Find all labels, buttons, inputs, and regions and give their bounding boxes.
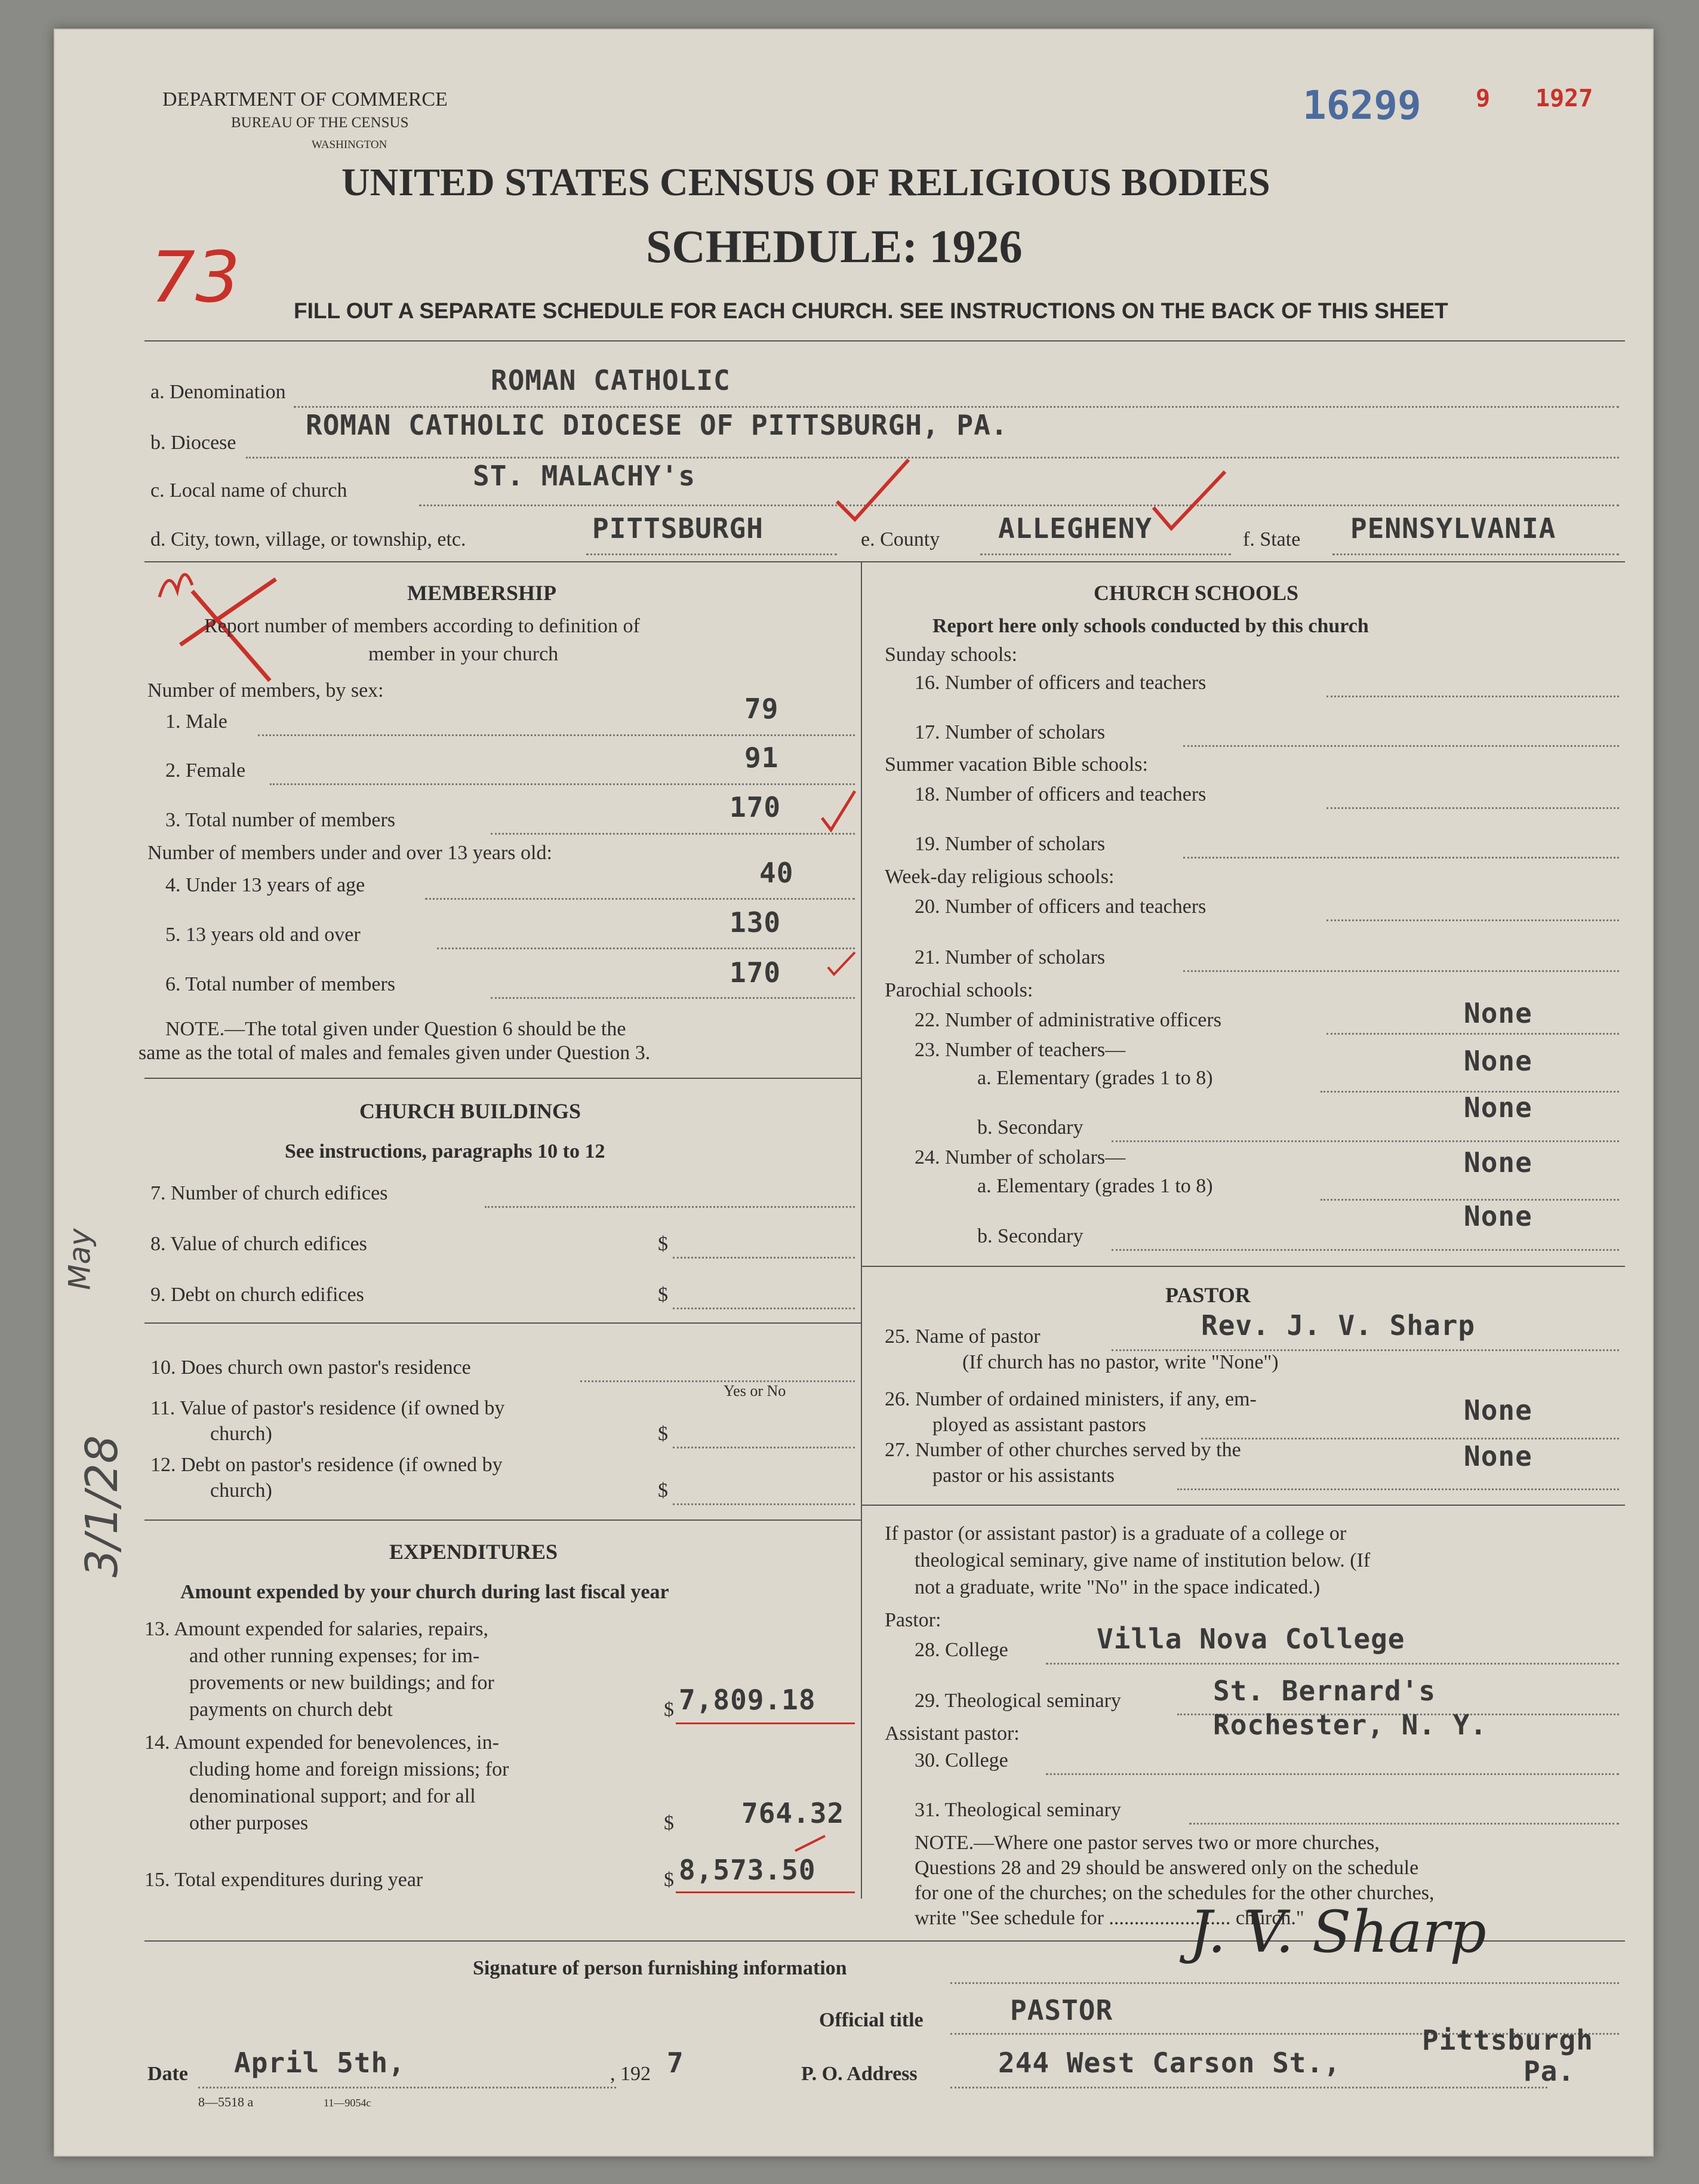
q15-dollar: $ [664,1869,674,1891]
margin-note-date: 3/1/28 [76,1435,128,1578]
margin-note-initials: May [62,1228,97,1290]
q25-label: 25. Name of pastor [885,1325,1041,1348]
q5-value: 130 [730,906,781,939]
pastor-note-1: NOTE.—Where one pastor serves two or more churches, [915,1832,1380,1854]
q14-label-2: cluding home and foreign missions; for [189,1758,509,1780]
weekday-schools: Week-day religious schools: [885,866,1115,888]
q15-label: 15. Total expenditures during year [144,1869,423,1891]
q19-label: 19. Number of scholars [915,833,1106,855]
address-city: Pittsburgh [1422,2024,1593,2056]
dept-label: DEPARTMENT OF COMMERCE [162,88,448,110]
q1-value: 79 [744,693,779,725]
signature-label: Signature of person furnishing information [473,1957,847,1979]
bureau-label: BUREAU OF THE CENSUS [231,115,409,131]
sunday-schools: Sunday schools: [885,644,1017,666]
q7-label: 7. Number of church edifices [150,1182,388,1204]
date-value: April 5th, [234,2047,405,2079]
q29-value-2: Rochester, N. Y. [1213,1709,1488,1741]
city-field-value: PITTSBURGH [592,512,764,545]
members-by-sex: Number of members, by sex: [147,679,384,702]
q25-note: (If church has no pastor, write "None") [962,1351,1279,1373]
address-label: P. O. Address [801,2063,918,2085]
q28-value: Villa Nova College [1097,1623,1405,1655]
stamp-number: 16299 [1303,82,1421,128]
q22-label: 22. Number of administrative officers [915,1009,1221,1031]
q1-label: 1. Male [165,710,227,733]
church-name-label: c. Local name of church [150,479,347,502]
q13-label-4: payments on church debt [189,1699,393,1721]
form-title: UNITED STATES CENSUS OF RELIGIOUS BODIES [341,161,1270,204]
red-check-mark [825,949,861,979]
pastor-sub-label: Pastor: [885,1609,941,1631]
pastor-note-4: write "See schedule for ........................ church." [915,1907,1304,1929]
pastor-note-2: Questions 28 and 29 should be answered only on the schedule [915,1857,1419,1879]
membership-intro-2: member in your church [368,643,559,665]
q14-value: 764.32 [741,1797,845,1829]
official-title-value: PASTOR [1010,1994,1113,2026]
q10-label: 10. Does church own pastor's residence [150,1356,471,1379]
q8-dollar: $ [658,1233,668,1255]
county-label: e. County [861,528,940,550]
diocese-label: b. Diocese [150,432,236,454]
schools-sub: Report here only schools conducted by this church [932,615,1369,637]
schedule-title: SCHEDULE: 1926 [646,220,1023,272]
state-value: PENNSYLVANIA [1350,512,1556,545]
state-label: f. State [1243,528,1301,550]
q12-label-1: 12. Debt on pastor's residence (if owned by [150,1454,503,1476]
church-name-value: ST. MALACHY's [473,460,696,492]
date-label: Date [147,2063,188,2085]
pastor-signature: J. V. Sharp [1189,1899,1486,1965]
county-value: ALLEGHENY [998,512,1153,545]
parochial-schools: Parochial schools: [885,979,1033,1001]
buildings-sub: See instructions, paragraphs 10 to 12 [285,1140,605,1162]
q24a-label: a. Elementary (grades 1 to 8) [977,1175,1213,1197]
q23a-label: a. Elementary (grades 1 to 8) [977,1067,1213,1089]
q29-label: 29. Theological seminary [915,1690,1121,1712]
q11-label-2: church) [210,1423,272,1445]
q23a-value: None [1464,1045,1532,1077]
q24b-label: b. Secondary [977,1225,1084,1247]
q25-value: Rev. J. V. Sharp [1201,1309,1476,1342]
buildings-heading: CHURCH BUILDINGS [359,1099,581,1123]
q18-label: 18. Number of officers and teachers [915,783,1206,805]
q29-value-1: St. Bernard's [1213,1675,1436,1707]
instructions-line: FILL OUT A SEPARATE SCHEDULE FOR EACH CHURCH. SEE INSTRUCTIONS ON THE BACK OF THIS SHEET [294,299,1448,323]
q3-label: 3. Total number of members [165,809,396,831]
q13-dollar: $ [664,1699,674,1721]
expenditures-heading: EXPENDITURES [389,1540,558,1564]
assistant-sub-label: Assistant pastor: [885,1722,1020,1745]
q13-label-3: provements or new buildings; and for [189,1672,494,1694]
diocese-value: ROMAN CATHOLIC DIOCESE OF PITTSBURGH, PA. [306,409,1008,441]
q8-label: 8. Value of church edifices [150,1233,367,1255]
q20-label: 20. Number of officers and teachers [915,896,1206,918]
q15-value: 8,573.50 [679,1854,816,1886]
red-check-mark [1147,466,1231,543]
graduate-note-3: not a graduate, write "No" in the space indicated.) [915,1576,1321,1598]
q14-label-3: denominational support; and for all [189,1785,476,1807]
q11-label-1: 11. Value of pastor's residence (if owned by [150,1397,505,1419]
q21-label: 21. Number of scholars [915,946,1106,968]
summer-schools: Summer vacation Bible schools: [885,753,1148,776]
schools-heading: CHURCH SCHOOLS [1094,581,1299,605]
year-handwritten: 7 [667,2047,684,2079]
q23b-value: None [1464,1091,1532,1124]
membership-heading: MEMBERSHIP [407,581,557,605]
q13-value: 7,809.18 [679,1684,816,1716]
official-title-label: Official title [819,2009,924,2031]
form-number-1: 8—5518 a [198,2094,254,2109]
graduate-note-2: theological seminary, give name of institution below. (If [915,1549,1371,1571]
form-number-2: 11—9054c [324,2097,371,2109]
q3-value: 170 [730,791,781,823]
city-field-label: d. City, town, village, or township, etc. [150,528,466,550]
q27-label-2: pastor or his assistants [932,1465,1115,1487]
q6-label: 6. Total number of members [165,973,396,995]
q26-value: None [1464,1394,1532,1426]
q14-dollar: $ [664,1812,674,1834]
q13-label-2: and other running expenses; for im- [189,1645,480,1667]
membership-note-1: NOTE.—The total given under Question 6 should be the [165,1018,626,1040]
q5-label: 5. 13 years old and over [165,924,361,946]
q4-label: 4. Under 13 years of age [165,874,365,896]
red-check-mark [819,788,861,836]
handwritten-number: 73 [150,236,241,318]
city-label: WASHINGTON [312,139,387,151]
address-value: 244 West Carson St., [998,2047,1341,2079]
membership-note-2: same as the total of males and females given under Question 3. [138,1042,651,1064]
q9-label: 9. Debt on church edifices [150,1284,364,1306]
q22-value: None [1464,997,1532,1029]
q13-label-1: 13. Amount expended for salaries, repairs, [144,1618,488,1640]
graduate-note-1: If pastor (or assistant pastor) is a graduate of a college or [885,1522,1347,1545]
members-by-age: Number of members under and over 13 years old: [147,842,552,864]
stamp-year: 1927 [1535,85,1593,112]
q28-label: 28. College [915,1639,1008,1661]
year-prefix: , 192 [610,2063,651,2085]
q2-label: 2. Female [165,759,246,782]
q24b-value: None [1464,1200,1532,1232]
census-schedule-sheet [54,29,1654,2157]
q31-label: 31. Theological seminary [915,1799,1121,1821]
q30-label: 30. College [915,1749,1008,1771]
q24-label: 24. Number of scholars— [915,1146,1126,1168]
q27-value: None [1464,1440,1532,1472]
address-state: Pa. [1523,2055,1575,2087]
q23-label: 23. Number of teachers— [915,1039,1126,1061]
q11-dollar: $ [658,1423,668,1445]
yes-no-hint: Yes or No [724,1382,786,1399]
pastor-heading: PASTOR [1165,1283,1251,1307]
q16-label: 16. Number of officers and teachers [915,672,1206,694]
denomination-label: a. Denomination [150,381,286,403]
q26-label-1: 26. Number of ordained ministers, if any, em- [885,1388,1257,1410]
q14-label-4: other purposes [189,1812,309,1834]
q23b-label: b. Secondary [977,1116,1084,1139]
q9-dollar: $ [658,1284,668,1306]
stamp-day: 9 [1476,85,1491,112]
expenditures-sub: Amount expended by your church during last fiscal year [180,1581,669,1603]
q17-label: 17. Number of scholars [915,721,1106,743]
pastor-note-3: for one of the churches; on the schedules for the other churches, [915,1882,1435,1904]
q14-label-1: 14. Amount expended for benevolences, in- [144,1731,499,1754]
denomination-value: ROMAN CATHOLIC [491,364,731,396]
q12-dollar: $ [658,1479,668,1502]
q2-value: 91 [744,742,779,774]
red-check-mark [831,454,915,531]
q26-label-2: ployed as assistant pastors [932,1414,1146,1436]
membership-intro-1: Report number of members according to definition of [204,615,640,637]
red-pencil-tick [792,1833,828,1857]
q4-value: 40 [759,857,794,889]
q12-label-2: church) [210,1479,272,1502]
q27-label-1: 27. Number of other churches served by the [885,1439,1241,1461]
q24a-value: None [1464,1146,1532,1179]
q6-value: 170 [730,956,781,989]
